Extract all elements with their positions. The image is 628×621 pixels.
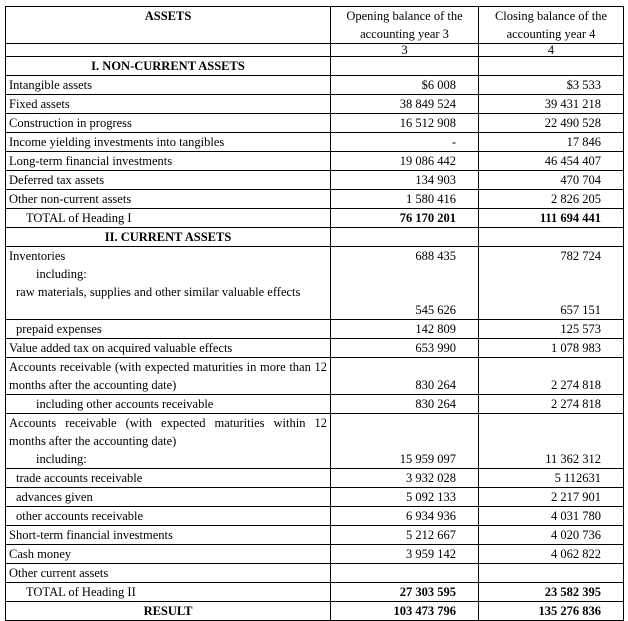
col-index-opening: 3 [331, 44, 479, 57]
opening-value: $6 008 [331, 76, 479, 95]
opening-value: 142 809 [331, 320, 479, 339]
closing-value: 2 826 205 [479, 190, 624, 209]
result-opening: 103 473 796 [331, 602, 479, 621]
opening-value: 830 264 [331, 395, 479, 414]
table-row [6, 545, 624, 564]
table-row [6, 488, 624, 507]
table-row [6, 395, 624, 414]
result-label: RESULT [6, 602, 331, 621]
table-row [6, 76, 624, 95]
opening-value: 16 512 908 [331, 114, 479, 133]
row-label: trade accounts receivable [6, 469, 331, 488]
table-row [6, 320, 624, 339]
table-row [6, 152, 624, 171]
row-label: Construction in progress [6, 114, 331, 133]
closing-value: 125 573 [479, 320, 624, 339]
row-label: Other non-current assets [6, 190, 331, 209]
closing-value: 5 112631 [479, 469, 624, 488]
table-row [6, 95, 624, 114]
closing-value: 4 031 780 [479, 507, 624, 526]
row-label: prepaid expenses [6, 320, 331, 339]
including-label: including: [36, 267, 87, 281]
closing-value: 22 490 528 [479, 114, 624, 133]
total-heading-1-label: TOTAL of Heading I [6, 209, 331, 228]
opening-value: 19 086 442 [331, 152, 479, 171]
opening-value: 830 264 [331, 358, 479, 395]
header-row [6, 7, 624, 44]
opening-value: 5 092 133 [331, 488, 479, 507]
row-label: Deferred tax assets [6, 171, 331, 190]
section2-title: II. CURRENT ASSETS [6, 228, 331, 247]
total-heading-1-opening: 76 170 201 [331, 209, 479, 228]
closing-value: 2 217 901 [479, 488, 624, 507]
table-row [6, 247, 624, 320]
opening-value: 1 580 416 [331, 190, 479, 209]
col-index-closing: 4 [479, 44, 624, 57]
table-row [6, 414, 624, 469]
opening-balance-header: Opening balance of the accounting year 3 [331, 7, 479, 44]
result-row [6, 602, 624, 621]
closing-balance-header: Closing balance of the accounting year 4 [479, 7, 624, 44]
closing-value: 4 062 822 [479, 545, 624, 564]
table-row [6, 339, 624, 358]
raw-materials-opening: 545 626 [415, 303, 456, 317]
table-row [6, 507, 624, 526]
closing-value: 46 454 407 [479, 152, 624, 171]
raw-materials-label: raw materials, supplies and other similar valuable effects [16, 285, 301, 299]
row-label: Income yielding investments into tangibles [6, 133, 331, 152]
table-row [6, 114, 624, 133]
section-title-row [6, 228, 624, 247]
section1-title: I. NON-CURRENT ASSETS [6, 57, 331, 76]
table-row [6, 469, 624, 488]
closing-value: 1 078 983 [479, 339, 624, 358]
inventories-closing: 782 724 [560, 249, 601, 263]
row-label: advances given [6, 488, 331, 507]
row-label: Long-term financial investments [6, 152, 331, 171]
row-label: Accounts receivable (with expected maturities in more than 12 months after the accounting date) [6, 358, 331, 395]
row-label [6, 247, 331, 320]
table-row [6, 171, 624, 190]
total-heading-1-closing: 111 694 441 [479, 209, 624, 228]
total-heading-2-opening: 27 303 595 [331, 583, 479, 602]
assets-header: ASSETS [6, 7, 331, 44]
table-row [6, 190, 624, 209]
balance-sheet-table [5, 6, 624, 621]
row-label: Intangible assets [6, 76, 331, 95]
ar-short-opening: 15 959 097 [399, 452, 456, 466]
opening-value: 5 212 667 [331, 526, 479, 545]
opening-value: 6 934 936 [331, 507, 479, 526]
table-row [6, 526, 624, 545]
result-closing: 135 276 836 [479, 602, 624, 621]
opening-value: 653 990 [331, 339, 479, 358]
closing-value: 2 274 818 [479, 358, 624, 395]
total-heading-2-label: TOTAL of Heading II [6, 583, 331, 602]
row-label: other accounts receivable [6, 507, 331, 526]
column-index-row [6, 44, 624, 57]
total-row [6, 209, 624, 228]
inventories-opening: 688 435 [415, 249, 456, 263]
table-row [6, 358, 624, 395]
ar-short-label: Accounts receivable (with expected maturities within 12 months after the accounting date) [9, 416, 327, 448]
row-label: Short-term financial investments [6, 526, 331, 545]
table-row [6, 564, 624, 583]
row-label: Value added tax on acquired valuable effects [6, 339, 331, 358]
section-title-row [6, 57, 624, 76]
opening-value: - [331, 133, 479, 152]
opening-value: 134 903 [331, 171, 479, 190]
row-label: Other current assets [6, 564, 331, 583]
row-label: including other accounts receivable [6, 395, 331, 414]
ar-short-including-label: including: [36, 452, 87, 466]
opening-value: 3 932 028 [331, 469, 479, 488]
opening-value: 38 849 524 [331, 95, 479, 114]
closing-value: 4 020 736 [479, 526, 624, 545]
opening-value: 3 959 142 [331, 545, 479, 564]
closing-value: 17 846 [479, 133, 624, 152]
row-label: Fixed assets [6, 95, 331, 114]
closing-value: 39 431 218 [479, 95, 624, 114]
table-row [6, 133, 624, 152]
total-row [6, 583, 624, 602]
total-heading-2-closing: 23 582 395 [479, 583, 624, 602]
closing-value: $3 533 [479, 76, 624, 95]
ar-short-closing: 11 362 312 [545, 452, 601, 466]
closing-value: 2 274 818 [479, 395, 624, 414]
inventories-label: Inventories [9, 249, 66, 263]
raw-materials-closing: 657 151 [560, 303, 601, 317]
closing-value: 470 704 [479, 171, 624, 190]
row-label: Cash money [6, 545, 331, 564]
